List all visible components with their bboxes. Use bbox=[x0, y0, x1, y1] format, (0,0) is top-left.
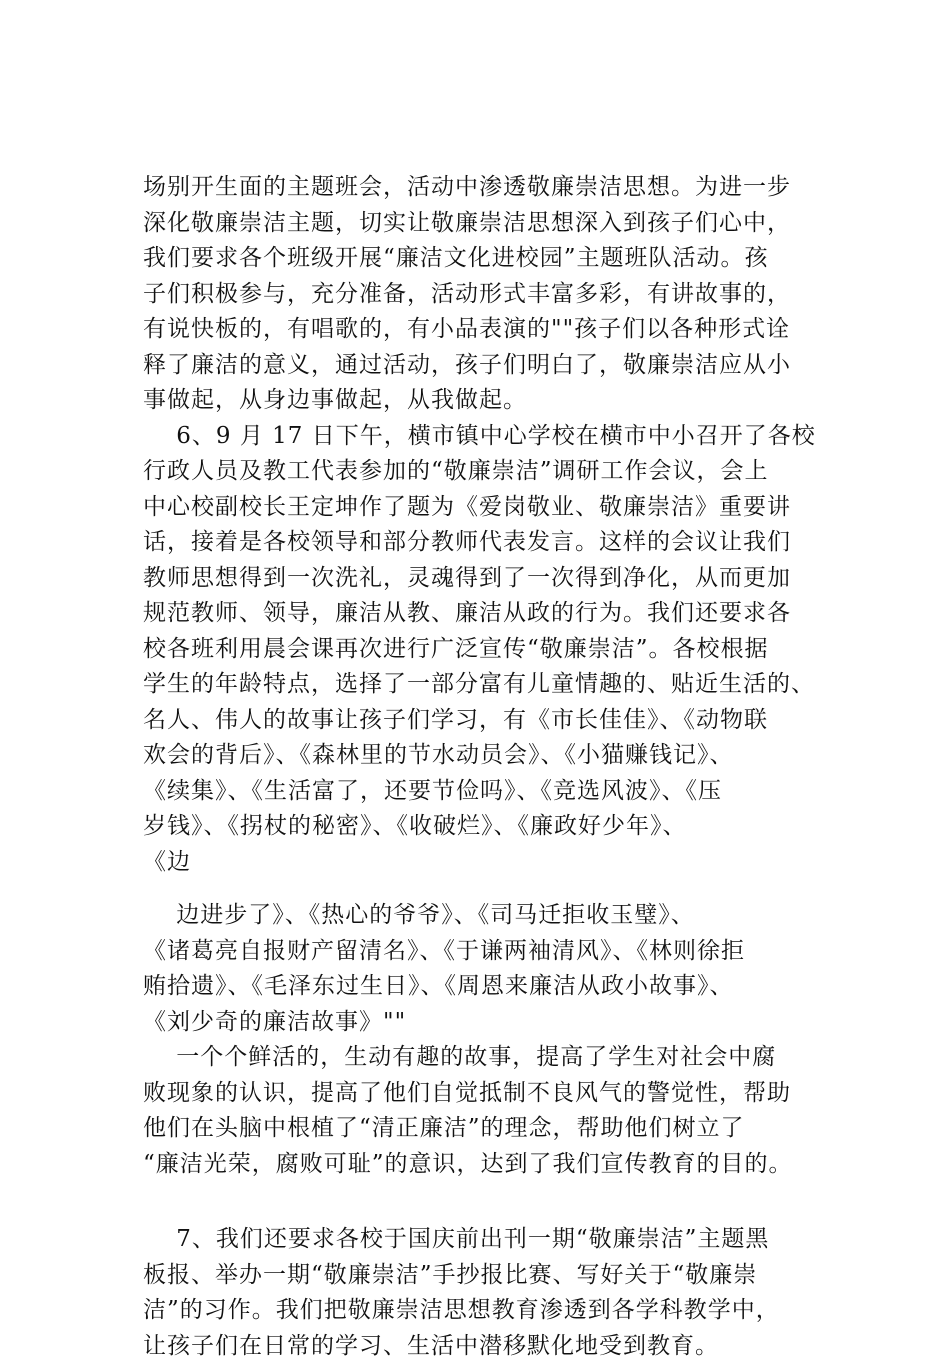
text-line: 《诸葛亮自报财产留清名》、《于谦两袖清风》、《林则徐拒 bbox=[143, 938, 745, 964]
text-line: 《边 bbox=[143, 849, 191, 875]
text-line: 学生的年龄特点，选择了一部分富有儿童情趣的、贴近生活的、 bbox=[143, 671, 815, 697]
text-line: 6、9 月 17 日下午，横市镇中心学校在横市中小召开了各校 bbox=[143, 423, 816, 449]
text-line: 7、我们还要求各校于国庆前出刊一期“敬廉崇洁”主题黑 bbox=[143, 1226, 770, 1252]
text-line: 事做起，从身边事做起，从我做起。 bbox=[143, 387, 527, 413]
text-line: 贿拾遗》、《毛泽东过生日》、《周恩来廉洁从政小故事》、 bbox=[143, 973, 734, 999]
text-line: 他们在头脑中根植了“清正廉洁”的理念，帮助他们树立了 bbox=[143, 1115, 745, 1141]
text-line: 让孩子们在日常的学习、生活中潜移默化地受到教育。 bbox=[143, 1333, 719, 1359]
text-line: 校各班利用晨会课再次进行广泛宣传“敬廉崇洁”。各校根据 bbox=[143, 636, 769, 662]
text-line: 败现象的认识，提高了他们自觉抵制不良风气的警觉性，帮助 bbox=[143, 1080, 791, 1106]
text-line: 话，接着是各校领导和部分教师代表发言。这样的会议让我们 bbox=[143, 529, 791, 555]
text-line: 欢会的背后》、《森林里的节水动员会》、《小猫赚钱记》、 bbox=[143, 742, 734, 768]
text-line: 洁”的习作。我们把敬廉崇洁思想教育渗透到各学科教学中， bbox=[143, 1297, 780, 1323]
text-line: 我们要求各个班级开展“廉洁文化进校园”主题班队活动。孩 bbox=[143, 245, 769, 271]
text-line: 行政人员及教工代表参加的“敬廉崇洁”调研工作会议，会上 bbox=[143, 458, 769, 484]
text-line: 教师思想得到一次洗礼，灵魂得到了一次得到净化，从而更加 bbox=[143, 565, 791, 591]
text-line: 有说快板的，有唱歌的，有小品表演的""孩子们以各种形式诠 bbox=[143, 316, 791, 342]
text-line: 一个个鲜活的，生动有趣的故事，提高了学生对社会中腐 bbox=[143, 1044, 777, 1070]
text-line: 岁钱》、《拐杖的秘密》、《收破烂》、《廉政好少年》、 bbox=[143, 813, 687, 839]
text-line: 子们积极参与，充分准备，活动形式丰富多彩，有讲故事的， bbox=[143, 281, 791, 307]
text-line: 场别开生面的主题班会，活动中渗透敬廉崇洁思想。为进一步 bbox=[143, 174, 791, 200]
text-line: 中心校副校长王定坤作了题为《爱岗敬业、敬廉崇洁》重要讲 bbox=[143, 494, 791, 520]
text-line: 边进步了》、《热心的爷爷》、《司马迁拒收玉璧》、 bbox=[143, 902, 695, 928]
text-line: 板报、举办一期“敬廉崇洁”手抄报比赛、写好关于“敬廉崇 bbox=[143, 1262, 758, 1288]
text-line: “廉洁光荣，腐败可耻”的意识，达到了我们宣传教育的目的。 bbox=[143, 1151, 793, 1177]
text-line: 深化敬廉崇洁主题，切实让敬廉崇洁思想深入到孩子们心中， bbox=[143, 210, 791, 236]
text-line: 释了廉洁的意义，通过活动，孩子们明白了，敬廉崇洁应从小 bbox=[143, 352, 791, 378]
text-line: 《续集》、《生活富了，还要节俭吗》、《竞选风波》、《压 bbox=[143, 778, 722, 804]
text-line: 规范教师、领导，廉洁从教、廉洁从政的行为。我们还要求各 bbox=[143, 600, 791, 626]
text-line: 名人、伟人的故事让孩子们学习，有《市长佳佳》、《动物联 bbox=[143, 707, 768, 733]
text-line: 《刘少奇的廉洁故事》"" bbox=[143, 1009, 407, 1035]
